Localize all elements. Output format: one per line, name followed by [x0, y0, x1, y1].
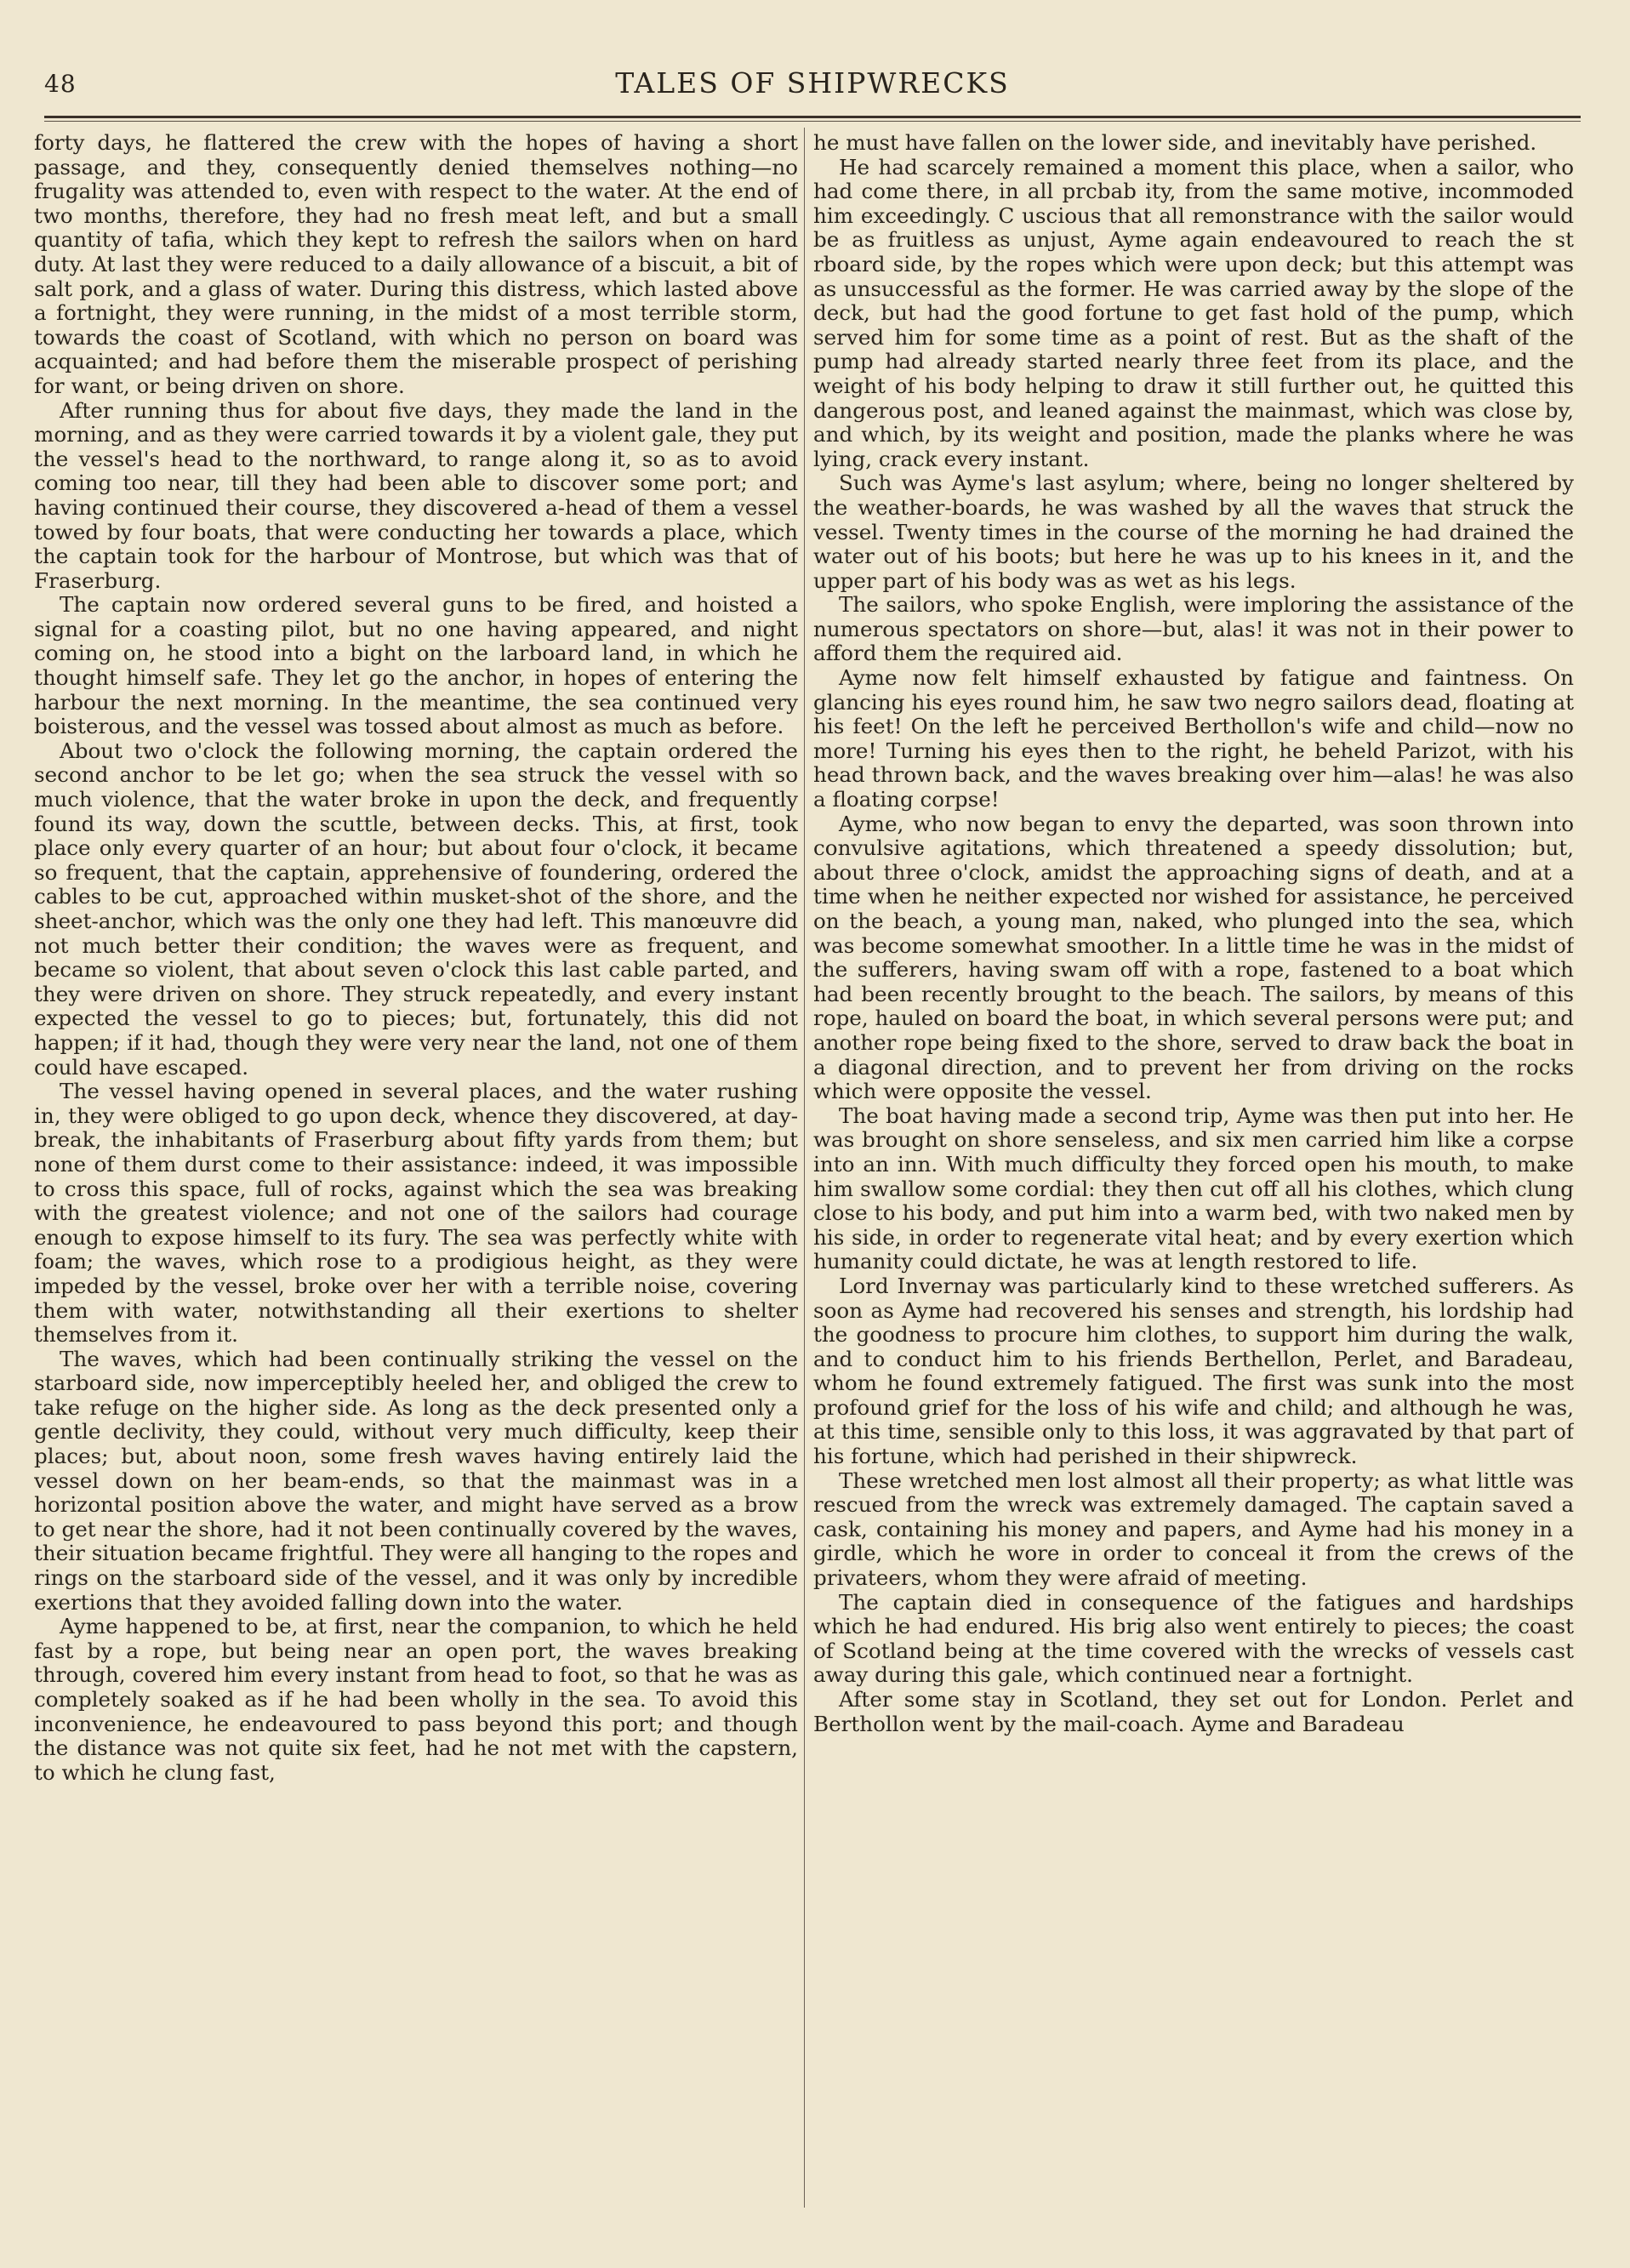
paragraph: Ayme happened to be, at first, near the companion, to which he held fast by a rope, but being near an open port, the waves breaking through, covered him every instant from head to foot, so that he was as completely soaked as if he had been wholly in the sea. To avoid this inconvenience, he endeavoured to pass beyond this port; and though the distance was not quite six feet, had he not met with the capstern, to which he clung fast, — [34, 1614, 798, 1785]
paragraph: Ayme now felt himself exhausted by fatigue and faintness. On glancing his eyes round him, he saw two negro sailors dead, floating at his feet! On the left he perceived Berthollon's wife and child—now no more! Turning his eyes then to the right, he beheld Parizot, with his head thrown back, and the waves breaking over him—alas! he was also a floating corpse! — [813, 665, 1574, 812]
paragraph: The waves, which had been continually striking the vessel on the starboard side, now imperceptibly heeled her, and obliged the crew to take refuge on the higher side. As long as the deck presented only a gentle declivity, they could, without very much difficulty, keep their places; but, about noon, some fresh waves having entirely laid the vessel down on her beam-ends, so that the mainmast was in a horizontal position above the water, and might have served as a brow to get near the shore, had it not been continually covered by the waves, their situation became frightful. They were all hanging to the ropes and rings on the starboard side of the vessel, and it was only by incredible exertions that they avoided falling down into the water. — [34, 1346, 798, 1615]
running-title: TALES OF SHIPWRECKS — [615, 66, 1010, 100]
paragraph: Such was Ayme's last asylum; where, being no longer sheltered by the weather-boards, he was washed by all the waves that struck the vessel. Twenty times in the course of the morning he had drained the water out of his boots; but here he was up to his knees in it, and the upper part of his body was as wet as his legs. — [813, 470, 1574, 593]
column-divider — [804, 128, 805, 2208]
page-header — [44, 66, 1581, 104]
right-column — [813, 131, 1574, 2215]
paragraph: Ayme, who now began to envy the departed, was soon thrown into convulsive agitations, which threatened a speedy dissolution; but, about three o'clock, amidst the approaching signs of death, and at a time when he neither expected nor wished for assistance, he perceived on the beach, a young man, naked, who plunged into the sea, which was become somewhat smoother. In a little time he was in the midst of the sufferers, having swam off with a rope, fastened to a boat which had been recently brought to the beach. The sailors, by means of this rope, hauled on board the boat, in which several persons were put; and another rope being fixed to the shore, served to draw back the boat in a diagonal direction, and to prevent her from driving on the rocks which were opposite the vessel. — [813, 811, 1574, 1104]
paragraph: he must have fallen on the lower side, and inevitably have perished. — [813, 131, 1537, 155]
paragraph: These wretched men lost almost all their property; as what little was rescued from the wreck was extremely damaged. The captain saved a cask, containing his money and papers, and Ayme had his money in a girdle, which he wore in order to conceal it from the crews of the privateers, whom they were afraid of meeting. — [813, 1467, 1574, 1591]
paragraph: The captain died in consequence of the fatigues and hardships which he had endured. His brig also went entirely to pieces; the coast of Scotland being at the time covered with the wrecks of vessels cast away during this gale, which continued near a fortnight. — [813, 1589, 1574, 1688]
header-rule — [44, 116, 1581, 118]
paragraph: After some stay in Scotland, they set out for London. Perlet and Berthollon went by the mail-coach. Ayme and Baradeau — [813, 1687, 1574, 1736]
header-rule-thin — [44, 121, 1581, 122]
paragraph: After running thus for about five days, they made the land in the morning, and as they were carried towards it by a violent gale, they put the vessel's head to the northward, to range along it, so as to avoid coming too near, till they had been able to discover some port; and having continued their course, they discovered a-head of them a vessel towed by four boats, that were conducting her towards a place, which the captain took for the harbour of Montrose, but which was that of Fraserburg. — [34, 397, 798, 593]
paragraph: forty days, he flattered the crew with the hopes of having a short passage, and they, consequently denied themselves nothing—no frugality was attended to, even with respect to the water. At the end of two months, therefore, they had no fresh meat left, and but a small quantity of tafia, which they kept to refresh the sailors when on hard duty. At last they were reduced to a daily allowance of a biscuit, a bit of salt pork, and a glass of water. During this distress, which lasted above a fortnight, they were running, in the midst of a most terrible storm, towards the coast of Scotland, with which no person on board was acquainted; and had before them the miserable prospect of perishing for want, or being driven on shore. — [34, 131, 798, 398]
paragraph: The boat having made a second trip, Ayme was then put into her. He was brought on shore senseless, and six men carried him like a corpse into an inn. With much difficulty they forced open his mouth, to make him swallow some cordial: they then cut off all his clothes, which clung close to his body, and put him into a warm bed, with two naked men by his side, in order to regenerate vital heat; and by every exertion which humanity could dictate, he was at length restored to life. — [813, 1103, 1574, 1274]
paragraph: The captain now ordered several guns to be fired, and hoisted a signal for a coasting pilot, but no one having appeared, and night coming on, he stood into a bight on the larboard land, in which he thought himself safe. They let go the anchor, in hopes of entering the harbour the next morning. In the meantime, the sea continued very boisterous, and the vessel was tossed about almost as much as before. — [34, 592, 798, 739]
paragraph: He had scarcely remained a moment this place, when a sailor, who had come there, in all prcbab ity, from the same motive, incommoded him exceedingly. C uscious that all remonstrance with the sailor would be as fruitless as unjust, Ayme again endeavoured to reach the st rboard side, by the ropes which were upon deck; but this attempt was as unsuccessful as the former. He was carried away by the slope of the deck, but had the good fortune to get fast hold of the pump, which served him for some time as a point of rest. But as the shaft of the pump had already started nearly three feet from its place, and the weight of his body helping to draw it still further out, he quitted this dangerous post, and leaned against the mainmast, which was close by, and which, by its weight and position, made the planks where he was lying, crack every instant. — [813, 154, 1574, 471]
paragraph: The vessel having opened in several places, and the water rushing in, they were obliged to go upon deck, whence they discovered, at day-break, the inhabitants of Fraserburg about fifty yards from them; but none of them durst come to their assistance: indeed, it was impossible to cross this space, full of rocks, against which the sea was breaking with the greatest violence; and not one of the sailors had courage enough to expose himself to its fury. The sea was perfectly white with foam; the waves, which rose to a prodigious height, as they were impeded by the vessel, broke over her with a terrible noise, covering them with water, notwithstanding all their exertions to shelter themselves from it. — [34, 1079, 798, 1348]
left-column — [34, 131, 798, 2215]
paragraph: Lord Invernay was particularly kind to these wretched sufferers. As soon as Ayme had recovered his senses and strength, his lordship had the goodness to procure him clothes, to support him during the walk, and to conduct him to his friends Berthellon, Perlet, and Baradeau, whom he found extremely fatigued. The first was sunk into the most profound grief for the loss of his wife and child; and although he was, at this time, sensible only to this loss, it was aggravated by that part of his fortune, which had perished in their shipwreck. — [813, 1273, 1574, 1469]
paragraph: The sailors, who spoke English, were imploring the assistance of the numerous spectators on shore—but, alas! it was not in their power to afford them the required aid. — [813, 592, 1574, 666]
paragraph: About two o'clock the following morning, the captain ordered the second anchor to be let go; when the sea struck the vessel with so much violence, that the water broke in upon the deck, and frequently found its way, down the scuttle, between decks. This, at first, took place only every quarter of an hour; but about four o'clock, it became so frequent, that the captain, apprehensive of foundering, ordered the cables to be cut, approached within musket-shot of the shore, and the sheet-anchor, which was the only one they had left. This manœuvre did not much better their condition; the waves were as frequent, and became so violent, that about seven o'clock this last cable parted, and they were driven on shore. They struck repeatedly, and every instant expected the vessel to go to pieces; but, fortunately, this did not happen; if it had, though they were very near the land, not one of them could have escaped. — [34, 738, 798, 1080]
page-number: 48 — [44, 70, 77, 98]
